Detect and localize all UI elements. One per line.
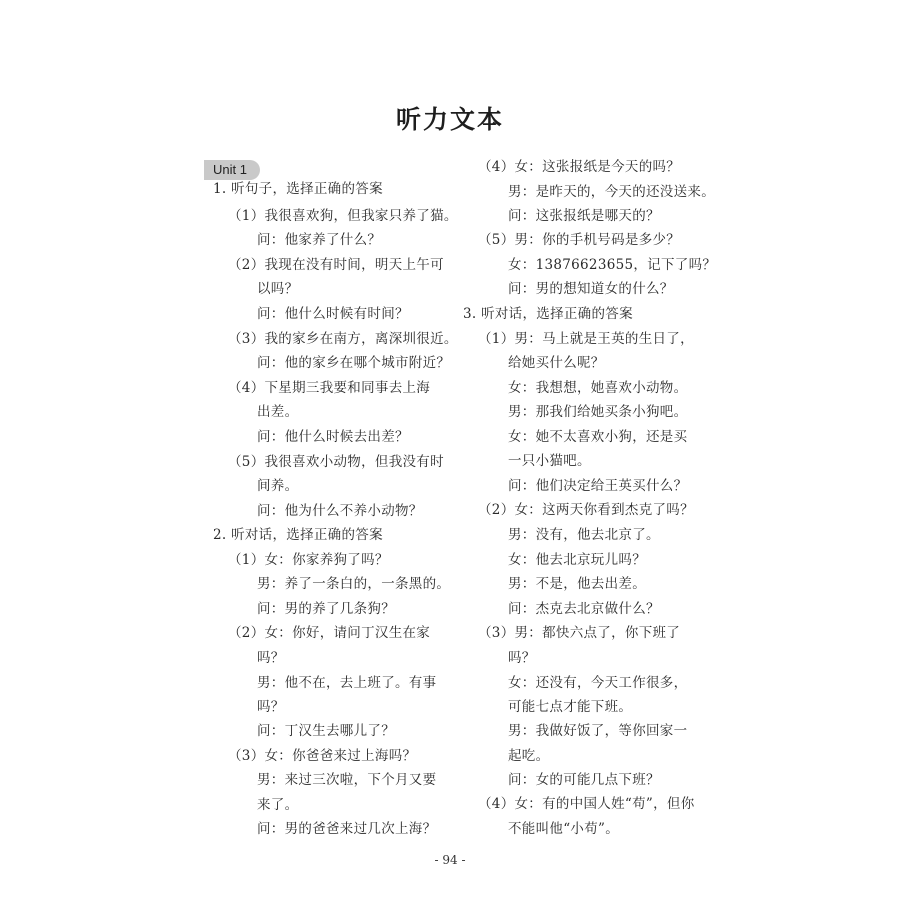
page-number: - 94 - — [434, 853, 466, 867]
left-column-line: 2. 听对话，选择正确的答案 — [213, 527, 383, 543]
right-column-line: 女：他去北京玩儿吗？ — [508, 552, 646, 568]
right-column-line: 男：没有，他去北京了。 — [508, 527, 660, 543]
right-column-line: （4）女：有的中国人姓“苟”，但你 — [478, 796, 695, 812]
left-column-line: 1. 听句子，选择正确的答案 — [213, 181, 383, 197]
right-column-line: 问：杰克去北京做什么？ — [508, 601, 660, 617]
right-column-line: 女：我想想，她喜欢小动物。 — [508, 380, 688, 396]
right-column-line: 男：我做好饭了，等你回家一 — [508, 723, 688, 739]
left-column-line: 问：他什么时候去出差？ — [257, 429, 409, 445]
left-column-line: 男：他不在，去上班了。有事 — [257, 675, 437, 691]
right-column-line: 吗？ — [508, 650, 536, 666]
left-column-line: 问：他什么时候有时间？ — [257, 306, 409, 322]
left-column-line: （1）女：你家养狗了吗？ — [228, 552, 389, 568]
left-column-line: 出差。 — [257, 404, 299, 420]
right-column-line: 问：这张报纸是哪天的？ — [508, 208, 660, 224]
right-column-line: （4）女：这张报纸是今天的吗？ — [478, 159, 681, 175]
right-column-line: 女：她不太喜欢小狗，还是买 — [508, 429, 688, 445]
right-column-line: 一只小猫吧。 — [508, 453, 591, 469]
left-column-line: （5）我很喜欢小动物，但我没有时 — [228, 454, 444, 470]
left-column-line: （2）我现在没有时间，明天上午可 — [228, 257, 444, 273]
right-column-line: 问：男的想知道女的什么？ — [508, 281, 674, 297]
left-column-line: 问：男的养了几条狗？ — [257, 601, 395, 617]
left-column-line: 吗？ — [257, 650, 285, 666]
left-column-line: （3）女：你爸爸来过上海吗？ — [228, 748, 417, 764]
right-column-line: （3）男：都快六点了，你下班了 — [478, 625, 681, 641]
left-column-line: 男：来过三次啦，下个月又要 — [257, 772, 437, 788]
right-column-line: 女：还没有，今天工作很多， — [508, 675, 688, 691]
left-column-line: 问：他为什么不养小动物？ — [257, 503, 423, 519]
right-column-line: 给她买什么呢？ — [508, 355, 605, 371]
left-column-line: （4）下星期三我要和同事去上海 — [228, 380, 431, 396]
right-column-line: 不能叫他“小苟”。 — [508, 821, 620, 837]
left-column-line: （3）我的家乡在南方，离深圳很近。 — [228, 331, 458, 347]
right-column-line: （1）男：马上就是王英的生日了， — [478, 331, 694, 347]
right-column-line: 问：他们决定给王英买什么？ — [508, 478, 688, 494]
right-column-line: （2）女：这两天你看到杰克了吗？ — [478, 502, 694, 518]
left-column-line: 间养。 — [257, 478, 299, 494]
left-column-line: 问：他的家乡在哪个城市附近？ — [257, 355, 451, 371]
right-column-line: 男：是昨天的，今天的还没送来。 — [508, 184, 715, 200]
left-column-line: （1）我很喜欢狗，但我家只养了猫。 — [228, 208, 458, 224]
left-column-line: （2）女：你好，请问丁汉生在家 — [228, 625, 431, 641]
left-column-line: 吗？ — [257, 699, 285, 715]
right-column-line: 男：不是，他去出差。 — [508, 576, 646, 592]
left-column-line: 问：男的爸爸来过几次上海？ — [257, 821, 437, 837]
right-column-line: 男：那我们给她买条小狗吧。 — [508, 404, 688, 420]
right-column-line: （5）男：你的手机号码是多少？ — [478, 232, 681, 248]
left-column-line: 男：养了一条白的，一条黑的。 — [257, 576, 451, 592]
right-column-line: 起吃。 — [508, 748, 550, 764]
left-column-line: 来了。 — [257, 797, 299, 813]
left-column-line: 以吗？ — [257, 281, 299, 297]
unit-badge: Unit 1 — [204, 160, 260, 180]
page-title: 听力文本 — [395, 105, 504, 134]
right-column-line: 可能七点才能下班。 — [508, 699, 633, 715]
left-column-line: 问：他家养了什么？ — [257, 232, 382, 248]
right-column-line: 女：13876623655，记下了吗？ — [508, 257, 717, 273]
right-column-line: 问：女的可能几点下班？ — [508, 772, 660, 788]
right-column-line: 3. 听对话，选择正确的答案 — [463, 306, 633, 322]
left-column-line: 问：丁汉生去哪儿了？ — [257, 723, 395, 739]
